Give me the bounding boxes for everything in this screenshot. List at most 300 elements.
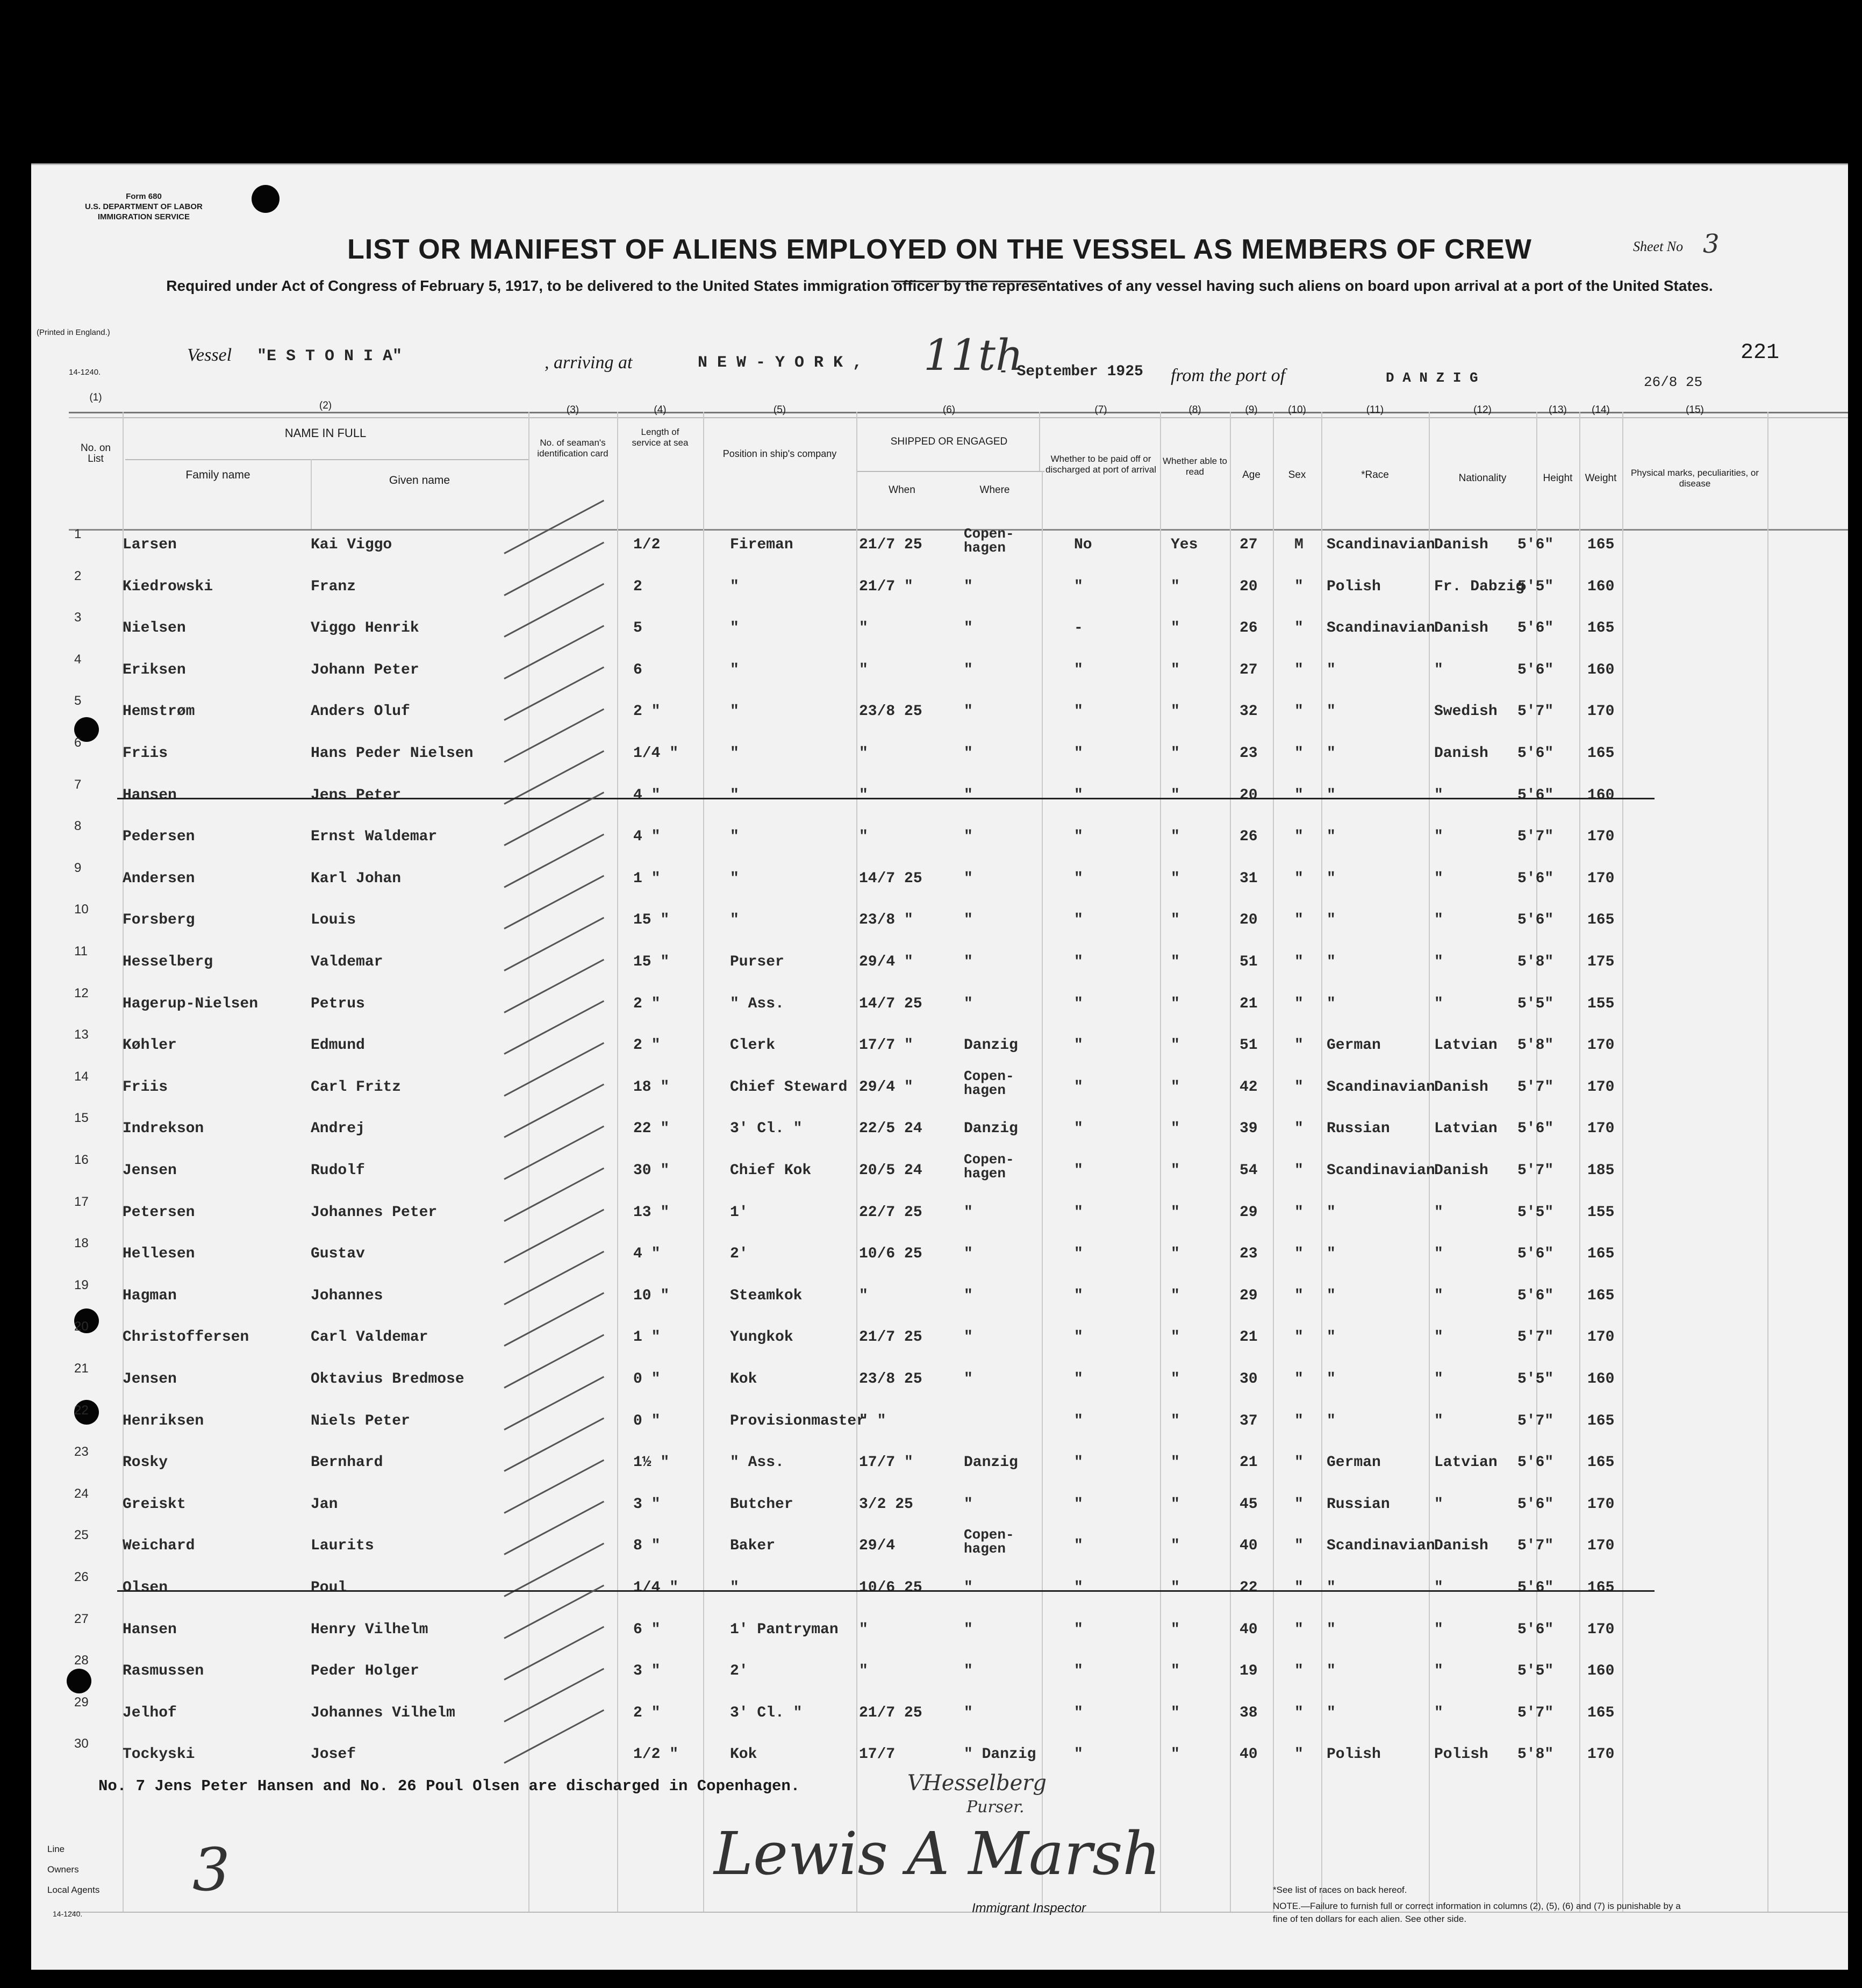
able-to-read: " — [1171, 954, 1180, 970]
column-number: (1) — [89, 392, 102, 403]
age: 39 — [1240, 1120, 1258, 1138]
service-length: 1/2 — [633, 537, 661, 553]
paid-off: " — [1074, 1579, 1083, 1596]
nationality: " — [1434, 1204, 1443, 1221]
sex: " — [1294, 578, 1304, 595]
given-name: Karl Johan — [311, 870, 402, 887]
sex: " — [1294, 1746, 1304, 1763]
shipped-where: " — [964, 661, 973, 678]
able-to-read: " — [1171, 1162, 1180, 1179]
discharge-note: No. 7 Jens Peter Hansen and No. 26 Poul Olsen are discharged in Copenhagen. — [98, 1777, 800, 1795]
race: Polish — [1327, 578, 1381, 595]
header-height: Height — [1543, 473, 1573, 484]
height: 5'6" — [1517, 870, 1554, 887]
age: 23 — [1240, 1246, 1258, 1263]
shipped-when: 21/7 " — [859, 578, 913, 595]
given-name: Jan — [311, 1496, 338, 1513]
height: 5'7" — [1517, 1704, 1554, 1721]
weight: 160 — [1587, 1663, 1615, 1680]
sex: " — [1294, 1287, 1304, 1304]
family-name: Hansen — [123, 1621, 177, 1638]
race: Polish — [1327, 1746, 1381, 1763]
paid-off: " — [1074, 1496, 1083, 1513]
nationality: " — [1434, 786, 1443, 804]
from-port-label: from the port of — [1171, 366, 1286, 385]
height: 5'7" — [1517, 1078, 1554, 1096]
height: 5'7" — [1517, 828, 1554, 846]
paid-off: " — [1074, 578, 1083, 595]
row-number: 27 — [74, 1611, 89, 1626]
row-number: 13 — [74, 1027, 89, 1042]
race: " — [1327, 1663, 1336, 1680]
service-length: 15 " — [633, 912, 670, 929]
nationality: Latvian — [1434, 1120, 1498, 1138]
sex: " — [1294, 1037, 1304, 1054]
shipped-where: Copen- hagen — [964, 526, 1014, 556]
age: 26 — [1240, 620, 1258, 637]
family-name: Forsberg — [123, 912, 195, 929]
age: 29 — [1240, 1287, 1258, 1304]
shipped-where: Copen- hagen — [964, 1152, 1014, 1182]
nationality: Danish — [1434, 1162, 1488, 1179]
weight: 165 — [1587, 1287, 1615, 1304]
family-name: Andersen — [123, 870, 195, 887]
service-length: 30 " — [633, 1162, 670, 1179]
race: German — [1327, 1037, 1381, 1054]
table-row — [31, 1526, 1848, 1565]
given-name: Ernst Waldemar — [311, 828, 438, 846]
shipped-when: 21/7 25 — [859, 537, 922, 553]
race: " — [1327, 912, 1336, 929]
given-name: Anders Oluf — [311, 703, 410, 720]
shipped-where: " — [964, 870, 973, 887]
given-name: Peder Holger — [311, 1663, 419, 1680]
service-length: 10 " — [633, 1287, 670, 1304]
height: 5'6" — [1517, 537, 1554, 553]
sex: " — [1294, 1204, 1304, 1221]
race: " — [1327, 1329, 1336, 1346]
age: 54 — [1240, 1162, 1258, 1179]
sex: " — [1294, 912, 1304, 929]
position: Kok — [730, 1746, 757, 1763]
paid-off: " — [1074, 1037, 1083, 1054]
table-row — [31, 900, 1848, 940]
table-row — [31, 650, 1848, 690]
age: 38 — [1240, 1704, 1258, 1721]
sex: " — [1294, 1496, 1304, 1513]
nationality: " — [1434, 1329, 1443, 1346]
weight: 165 — [1587, 1579, 1615, 1596]
position: " — [730, 578, 739, 595]
paid-off: " — [1074, 1162, 1083, 1179]
weight: 155 — [1587, 1204, 1615, 1221]
table-row — [31, 817, 1848, 856]
weight: 170 — [1587, 703, 1615, 720]
service-length: 4 " — [633, 1246, 661, 1263]
strike-through-line — [117, 1590, 1655, 1592]
given-name: Edmund — [311, 1037, 365, 1054]
table-row — [31, 1568, 1848, 1607]
position: " — [730, 661, 739, 678]
paid-off: " — [1074, 912, 1083, 929]
weight: 170 — [1587, 870, 1615, 887]
age: 27 — [1240, 537, 1258, 553]
position: Butcher — [730, 1496, 793, 1513]
given-name: Johannes Peter — [311, 1204, 438, 1221]
able-to-read: " — [1171, 1204, 1180, 1221]
arriving-label: , arriving at — [545, 353, 633, 373]
table-row — [31, 691, 1848, 731]
given-name: Henry Vilhelm — [311, 1621, 428, 1638]
height: 5'6" — [1517, 1287, 1554, 1304]
arrival-day: 11th — [923, 330, 1023, 380]
nationality: Danish — [1434, 537, 1488, 553]
shipped-where: " — [964, 703, 973, 720]
paid-off: No — [1074, 537, 1092, 553]
nationality: Danish — [1434, 1538, 1488, 1555]
column-number: (4) — [654, 404, 667, 416]
age: 20 — [1240, 578, 1258, 595]
footer-agents-label: Local Agents — [47, 1885, 100, 1895]
service-length: 2 " — [633, 1037, 661, 1054]
position: " — [730, 786, 739, 804]
column-number: (11) — [1366, 404, 1384, 416]
weight: 165 — [1587, 1704, 1615, 1721]
age: 21 — [1240, 995, 1258, 1012]
age: 21 — [1240, 1454, 1258, 1471]
column-number: (9) — [1245, 404, 1258, 416]
penalty-note: NOTE.—Failure to furnish full or correct information in columns (2), (5), (6) and (7) is punishable by a fine of ten dollars for each alien. See other side. — [1273, 1901, 1681, 1924]
able-to-read: " — [1171, 1120, 1180, 1138]
sex: " — [1294, 1454, 1304, 1471]
service-length: 3 " — [633, 1663, 661, 1680]
shipped-when: 22/5 24 — [859, 1120, 922, 1138]
shipped-where: Copen- hagen — [964, 1527, 1014, 1557]
manifest-sheet — [31, 163, 1848, 1970]
service-length: 6 — [633, 661, 642, 678]
header-marks: Physical marks, peculiarities, or disease — [1630, 468, 1759, 489]
paid-off: - — [1074, 620, 1083, 637]
nationality: " — [1434, 661, 1443, 678]
footer-line-label: Line — [47, 1844, 65, 1854]
column-number: (8) — [1188, 404, 1201, 416]
able-to-read: " — [1171, 1538, 1180, 1555]
given-name: Bernhard — [311, 1454, 383, 1471]
shipped-where: " — [964, 578, 973, 595]
header-weight: Weight — [1585, 473, 1617, 484]
weight: 165 — [1587, 1246, 1615, 1263]
age: 40 — [1240, 1538, 1258, 1555]
able-to-read: " — [1171, 1037, 1180, 1054]
able-to-read: " — [1171, 870, 1180, 887]
row-number: 14 — [74, 1069, 89, 1084]
family-name: Olsen — [123, 1579, 168, 1596]
family-name: Friis — [123, 1078, 168, 1096]
shipped-when: 23/8 25 — [859, 703, 922, 720]
header-given-name: Given name — [389, 474, 450, 487]
row-number: 1 — [74, 527, 82, 541]
sex: " — [1294, 745, 1304, 762]
service-length: 0 " — [633, 1371, 661, 1388]
age: 29 — [1240, 1204, 1258, 1221]
row-number: 25 — [74, 1528, 89, 1543]
family-name: Greiskt — [123, 1496, 186, 1513]
table-row — [31, 567, 1848, 606]
column-number: (15) — [1686, 404, 1704, 416]
shipped-when: 23/8 25 — [859, 1371, 922, 1388]
paid-off: " — [1074, 1454, 1083, 1471]
sex: " — [1294, 1120, 1304, 1138]
service-length: 1/4 " — [633, 745, 679, 762]
column-number: (10) — [1288, 404, 1306, 416]
position: 3' Cl. " — [730, 1704, 803, 1721]
family-name: Eriksen — [123, 661, 186, 678]
service-length: 15 " — [633, 954, 670, 970]
row-number: 16 — [74, 1153, 89, 1167]
position: " Ass. — [730, 995, 784, 1012]
row-number: 4 — [74, 652, 82, 667]
family-name: Weichard — [123, 1538, 195, 1555]
height: 5'5" — [1517, 1204, 1554, 1221]
family-name: Rosky — [123, 1454, 168, 1471]
table-row — [31, 1610, 1848, 1649]
able-to-read: " — [1171, 1621, 1180, 1638]
nationality: " — [1434, 995, 1443, 1012]
weight: 175 — [1587, 954, 1615, 970]
sex: " — [1294, 995, 1304, 1012]
height: 5'5" — [1517, 1371, 1554, 1388]
age: 51 — [1240, 954, 1258, 970]
family-name: Indrekson — [123, 1120, 204, 1138]
row-number: 3 — [74, 610, 82, 625]
race: " — [1327, 745, 1336, 762]
row-number: 29 — [74, 1694, 89, 1710]
vessel-name: "E S T O N I A" — [257, 347, 403, 366]
height: 5'6" — [1517, 1120, 1554, 1138]
sex: " — [1294, 1078, 1304, 1096]
position: Clerk — [730, 1037, 776, 1054]
shipped-when: 17/7 " — [859, 1037, 913, 1054]
weight: 170 — [1587, 1746, 1615, 1763]
shipped-where: " — [964, 1621, 973, 1638]
able-to-read: " — [1171, 1663, 1180, 1680]
weight: 160 — [1587, 661, 1615, 678]
family-name: Friis — [123, 745, 168, 762]
family-name: Jensen — [123, 1162, 177, 1179]
column-number: (14) — [1592, 404, 1610, 416]
height: 5'6" — [1517, 1496, 1554, 1513]
shipped-when: " — [859, 1621, 868, 1638]
header-read: Whether able to read — [1163, 456, 1228, 477]
service-length: 13 " — [633, 1204, 670, 1221]
height: 5'8" — [1517, 1037, 1554, 1054]
height: 5'5" — [1517, 1663, 1554, 1680]
header-sex: Sex — [1288, 469, 1306, 481]
age: 42 — [1240, 1078, 1258, 1096]
age: 19 — [1240, 1663, 1258, 1680]
sex: " — [1294, 1329, 1304, 1346]
nationality: " — [1434, 1287, 1443, 1304]
family-name: Hesselberg — [123, 954, 213, 970]
weight: 165 — [1587, 1454, 1615, 1471]
shipped-when: 22/7 25 — [859, 1204, 922, 1221]
paid-off: " — [1074, 703, 1083, 720]
weight: 170 — [1587, 1496, 1615, 1513]
position: " — [730, 828, 739, 846]
paid-off: " — [1074, 1204, 1083, 1221]
shipped-where: Danzig — [964, 1454, 1018, 1471]
family-name: Henriksen — [123, 1412, 204, 1429]
race: " — [1327, 1579, 1336, 1596]
able-to-read: " — [1171, 1412, 1180, 1429]
table-row — [31, 1109, 1848, 1148]
header-age: Age — [1242, 469, 1261, 481]
service-length: 6 " — [633, 1621, 661, 1638]
shipped-when: " — [859, 620, 868, 637]
service-length: 22 " — [633, 1120, 670, 1138]
row-number: 18 — [74, 1236, 89, 1251]
age: 40 — [1240, 1621, 1258, 1638]
able-to-read: " — [1171, 1579, 1180, 1596]
table-row — [31, 1359, 1848, 1399]
age: 45 — [1240, 1496, 1258, 1513]
given-name: Poul — [311, 1579, 347, 1596]
shipped-when: 17/7 " — [859, 1454, 913, 1471]
height: 5'6" — [1517, 1454, 1554, 1471]
position: " — [730, 912, 739, 929]
header-race: *Race — [1361, 469, 1389, 481]
given-name: Carl Fritz — [311, 1078, 402, 1096]
able-to-read: " — [1171, 1246, 1180, 1263]
paid-off: " — [1074, 954, 1083, 970]
nationality: " — [1434, 1496, 1443, 1513]
shipped-where: " — [964, 1287, 973, 1304]
shipped-where: Danzig — [964, 1037, 1018, 1054]
age: 37 — [1240, 1412, 1258, 1429]
given-name: Carl Valdemar — [311, 1329, 428, 1346]
paid-off: " — [1074, 1287, 1083, 1304]
nationality: " — [1434, 1412, 1443, 1429]
family-name: Hellesen — [123, 1246, 195, 1263]
form-identifier: Form 680 U.S. DEPARTMENT OF LABOR IMMIGRATION SERVICE — [85, 192, 203, 221]
header-paid-off: Whether to be paid off or discharged at port of arrival — [1045, 454, 1156, 475]
nationality: " — [1434, 1704, 1443, 1721]
column-number: (12) — [1473, 404, 1492, 416]
table-row — [31, 525, 1848, 564]
age: 51 — [1240, 1037, 1258, 1054]
table-row — [31, 1442, 1848, 1482]
table-row — [31, 942, 1848, 982]
given-name: Gustav — [311, 1246, 365, 1263]
table-row — [31, 1317, 1848, 1357]
family-name: Jelhof — [123, 1704, 177, 1721]
paid-off: " — [1074, 1329, 1083, 1346]
page-title: LIST OR MANIFEST OF ALIENS EMPLOYED ON THE VESSEL AS MEMBERS OF CREW — [347, 234, 1532, 265]
row-number: 21 — [74, 1361, 89, 1376]
sex: " — [1294, 703, 1304, 720]
shipped-when: 14/7 25 — [859, 870, 922, 887]
race: " — [1327, 1287, 1336, 1304]
family-name: Larsen — [123, 537, 177, 553]
header-family-name: Family name — [185, 469, 250, 481]
purser-signature: VHesselberg — [907, 1771, 1047, 1796]
arrival-port: N E W - Y O R K , — [698, 354, 863, 372]
height: 5'6" — [1517, 786, 1554, 804]
age: 30 — [1240, 1371, 1258, 1388]
shipped-where: " — [964, 786, 973, 804]
paid-off: " — [1074, 1120, 1083, 1138]
able-to-read: " — [1171, 578, 1180, 595]
shipped-when: 29/4 " — [859, 954, 913, 970]
sex: " — [1294, 1621, 1304, 1638]
sex: " — [1294, 1704, 1304, 1721]
nationality: " — [1434, 1663, 1443, 1680]
sex: " — [1294, 1162, 1304, 1179]
height: 5'7" — [1517, 1412, 1554, 1429]
race: " — [1327, 1246, 1336, 1263]
given-name: Valdemar — [311, 954, 383, 970]
age: 21 — [1240, 1329, 1258, 1346]
weight: 170 — [1587, 1078, 1615, 1096]
given-name: Josef — [311, 1746, 356, 1763]
header-position: Position in ship's company — [722, 448, 837, 459]
weight: 165 — [1587, 537, 1615, 553]
printed-note: (Printed in England.) — [37, 328, 110, 337]
given-name: Johannes — [311, 1287, 383, 1304]
page-subtitle: Required under Act of Congress of February 5, 1917, to be delivered to the United States immigration officer by the representatives of any vessel having such aliens on board upon arrival at a port of the United States. — [166, 277, 1713, 294]
header-no-on-list: No. on List — [81, 442, 111, 464]
shipped-where: " — [964, 1704, 973, 1721]
table-row — [31, 1025, 1848, 1065]
column-number: (6) — [942, 404, 956, 416]
column-number: (7) — [1094, 404, 1107, 416]
sheet-number: 3 — [1703, 229, 1720, 259]
sex: " — [1294, 786, 1304, 804]
row-number: 10 — [74, 902, 89, 917]
weight: 155 — [1587, 995, 1615, 1012]
row-number: 5 — [74, 693, 82, 709]
family-name: Pedersen — [123, 828, 195, 846]
column-number: (2) — [319, 400, 332, 411]
row-number: 30 — [74, 1736, 89, 1751]
position: Kok — [730, 1371, 757, 1388]
race: " — [1327, 786, 1336, 804]
position: 1' — [730, 1204, 748, 1221]
shipped-when: 21/7 25 — [859, 1329, 922, 1346]
shipped-where: " — [964, 954, 973, 970]
shipped-when: " — [859, 828, 868, 846]
table-row — [31, 1150, 1848, 1190]
height: 5'6" — [1517, 745, 1554, 762]
nationality: " — [1434, 1579, 1443, 1596]
shipped-where: " — [964, 1496, 973, 1513]
column-number: (5) — [773, 404, 786, 416]
shipped-when: 23/8 " — [859, 912, 913, 929]
height: 5'7" — [1517, 1329, 1554, 1346]
table-row — [31, 1234, 1848, 1274]
table-row — [31, 984, 1848, 1024]
paid-off: " — [1074, 1704, 1083, 1721]
able-to-read: " — [1171, 1496, 1180, 1513]
race: Russian — [1327, 1120, 1390, 1138]
shipped-when: 21/7 25 — [859, 1704, 922, 1721]
weight: 165 — [1587, 620, 1615, 637]
shipped-when: " — [859, 1663, 868, 1680]
nationality: Polish — [1434, 1746, 1488, 1763]
family-name: Kiedrowski — [123, 578, 213, 595]
able-to-read: " — [1171, 1454, 1180, 1471]
race: " — [1327, 1371, 1336, 1388]
